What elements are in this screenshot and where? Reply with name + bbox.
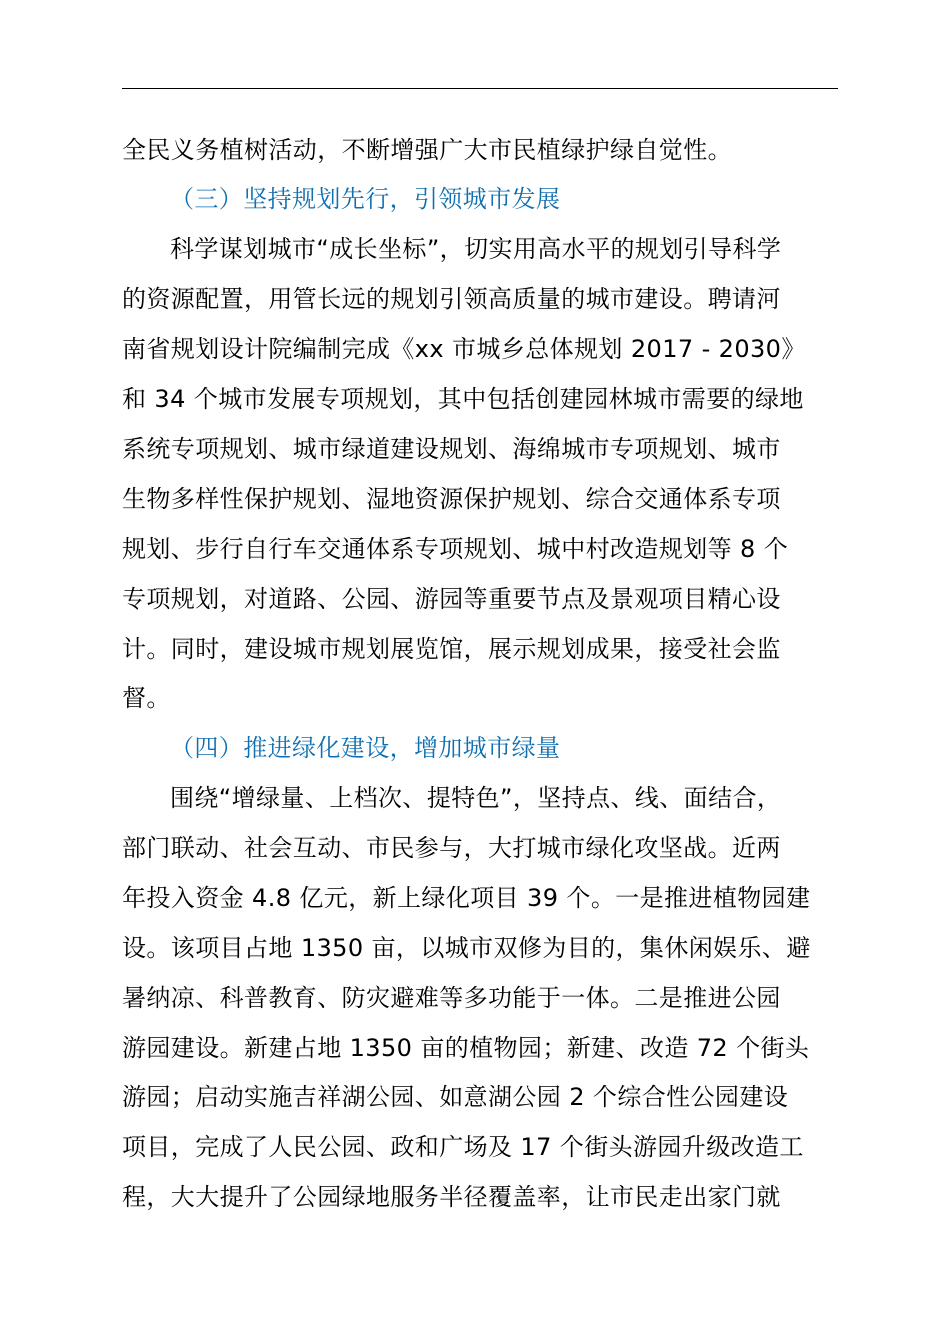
body-line: 游园；启动实施吉祥湖公园、如意湖公园 2 个综合性公园建设 [122, 1083, 789, 1111]
body-line: 专项规划，对道路、公园、游园等重要节点及景观项目精心设 [122, 585, 781, 613]
section-heading-4: （四）推进绿化建设，增加城市绿量 [170, 734, 561, 762]
body-line: 暑纳凉、科普教育、防灾避难等多功能于一体。二是推进公园 [122, 984, 781, 1012]
body-line: 科学谋划城市“成长坐标”，切实用高水平的规划引导科学 [170, 235, 782, 263]
body-line: 南省规划设计院编制完成《xx 市城乡总体规划 2017 - 2030》 [122, 335, 806, 363]
body-line: 围绕“增绿量、上档次、提特色”，坚持点、线、面结合， [170, 784, 782, 812]
body-line: 规划、步行自行车交通体系专项规划、城中村改造规划等 8 个 [122, 535, 789, 563]
body-line: 设。该项目占地 1350 亩，以城市双修为目的，集休闲娱乐、避 [122, 934, 811, 962]
body-line: 年投入资金 4.8 亿元，新上绿化项目 39 个。一是推进植物园建 [122, 884, 811, 912]
body-line: 计。同时，建设城市规划展览馆，展示规划成果，接受社会监 [122, 635, 781, 663]
body-line: 和 34 个城市发展专项规划，其中包括创建园林城市需要的绿地 [122, 385, 804, 413]
body-line: 全民义务植树活动，不断增强广大市民植绿护绿自觉性。 [122, 136, 732, 164]
body-line: 部门联动、社会互动、市民参与，大打城市绿化攻坚战。近两 [122, 834, 781, 862]
body-line: 的资源配置，用管长远的规划引领高质量的城市建设。聘请河 [122, 285, 781, 313]
body-line: 督。 [122, 684, 171, 712]
body-line: 生物多样性保护规划、湿地资源保护规划、综合交通体系专项 [122, 485, 781, 513]
body-line: 游园建设。新建占地 1350 亩的植物园；新建、改造 72 个街头 [122, 1034, 810, 1062]
header-rule [122, 88, 838, 89]
body-line: 项目，完成了人民公园、政和广场及 17 个街头游园升级改造工 [122, 1133, 804, 1161]
body-line: 系统专项规划、城市绿道建设规划、海绵城市专项规划、城市 [122, 435, 781, 463]
body-line: 程，大大提升了公园绿地服务半径覆盖率，让市民走出家门就 [122, 1183, 781, 1211]
section-heading-3: （三）坚持规划先行，引领城市发展 [170, 185, 561, 213]
